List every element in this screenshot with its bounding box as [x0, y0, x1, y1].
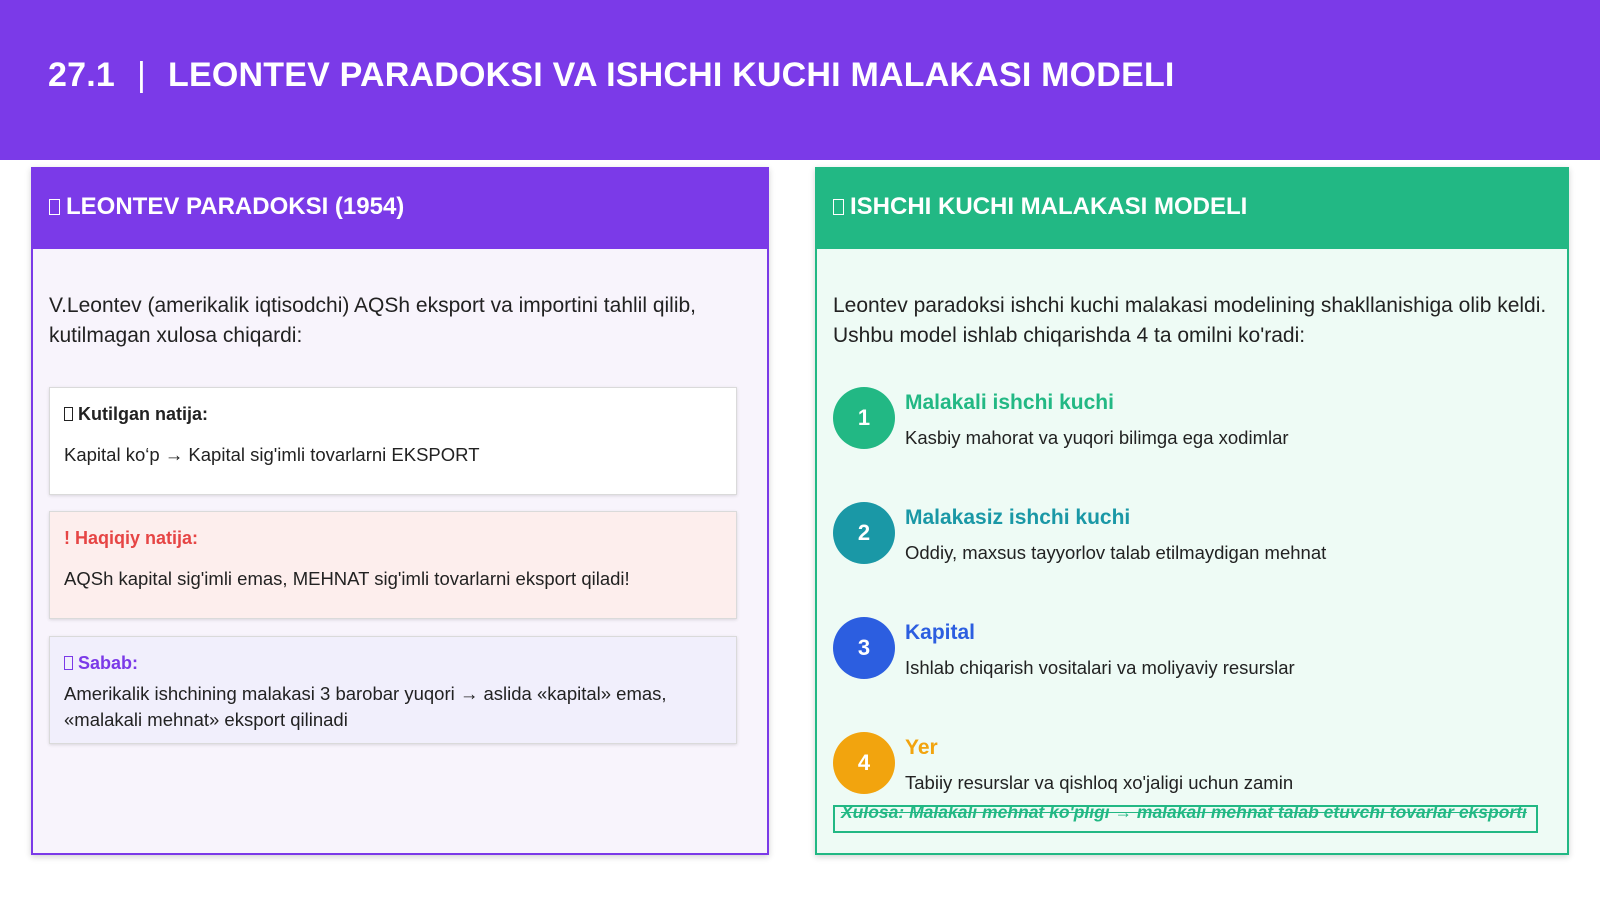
panel-intro: V.Leontev (amerikalik iqtisodchi) AQSh eksport va importini tahlil qilib, kutilmagan xulosa chiqardi:: [49, 294, 697, 347]
labor-skill-model-panel: [815, 167, 1569, 855]
panel-title: ISHCHI KUCHI MALAKASI MODELI: [850, 193, 1248, 220]
factor-number-badge: 2: [833, 502, 895, 564]
card-text: Kapital ko‘p → Kapital sig'imli tovarlarni EKSPORT: [64, 444, 480, 465]
factor-number-badge: 3: [833, 617, 895, 679]
card-label: ! Haqiqiy natija:: [64, 528, 199, 548]
header-bar: [0, 0, 1600, 160]
page-title: [48, 56, 1175, 95]
factor-title: Malakasiz ishchi kuchi: [905, 506, 1131, 529]
factor-description: Oddiy, maxsus tayyorlov talab etilmaydigan mehnat: [905, 542, 1327, 563]
title-separator: |: [136, 56, 147, 94]
placeholder-box-icon: [833, 199, 844, 215]
factor-item: [833, 502, 1533, 572]
section-number: 27.1: [48, 56, 115, 94]
factor-description: Ishlab chiqarish vositalari va moliyaviy resurslar: [905, 657, 1295, 678]
factor-title: Yer: [905, 736, 938, 759]
placeholder-box-icon: [64, 656, 73, 670]
card-label: Sabab:: [64, 653, 722, 674]
factor-item: [833, 387, 1533, 457]
factor-number-badge: 4: [833, 732, 895, 794]
exclamation-icon: !: [64, 528, 70, 548]
expected-result-card: [49, 387, 737, 495]
panel-title: LEONTEV PARADOKSI (1954): [66, 193, 405, 220]
actual-result-card: [49, 511, 737, 619]
factor-item: [833, 617, 1533, 687]
factor-title: Malakali ishchi kuchi: [905, 391, 1114, 414]
card-text: Amerikalik ishchining malakasi 3 barobar yuqori → aslida «kapital» emas, «malakali mehnat» eksport qilinadi: [64, 683, 667, 730]
panel-header: [817, 169, 1567, 249]
factor-number-badge: 1: [833, 387, 895, 449]
panel-header: [33, 169, 767, 249]
section-title: LEONTEV PARADOKSI VA ISHCHI KUCHI MALAKASI MODELI: [168, 56, 1175, 94]
factor-description: Tabiiy resurslar va qishloq xo'jaligi uchun zamin: [905, 772, 1294, 793]
factor-item: [833, 732, 1533, 802]
leontev-paradox-panel: [31, 167, 769, 855]
placeholder-box-icon: [64, 407, 73, 421]
factor-title: Kapital: [905, 621, 976, 644]
factor-description: Kasbiy mahorat va yuqori bilimga ega xodimlar: [905, 427, 1289, 448]
card-label: Kutilgan natija:: [64, 404, 722, 425]
reason-card: [49, 636, 737, 744]
placeholder-box-icon: [49, 199, 60, 215]
conclusion-text: Xulosa: Malakali mehnat ko'pligi → malakali mehnat talab etuvchi tovarlar eksporti: [841, 802, 1527, 822]
card-text: AQSh kapital sig'imli emas, MEHNAT sig'imli tovarlarni eksport qiladi!: [64, 568, 630, 589]
panel-intro: Leontev paradoksi ishchi kuchi malakasi modelining shakllanishiga olib keldi. Ushbu model ishlab chiqarishda 4 ta omilni ko'radi:: [833, 294, 1547, 347]
